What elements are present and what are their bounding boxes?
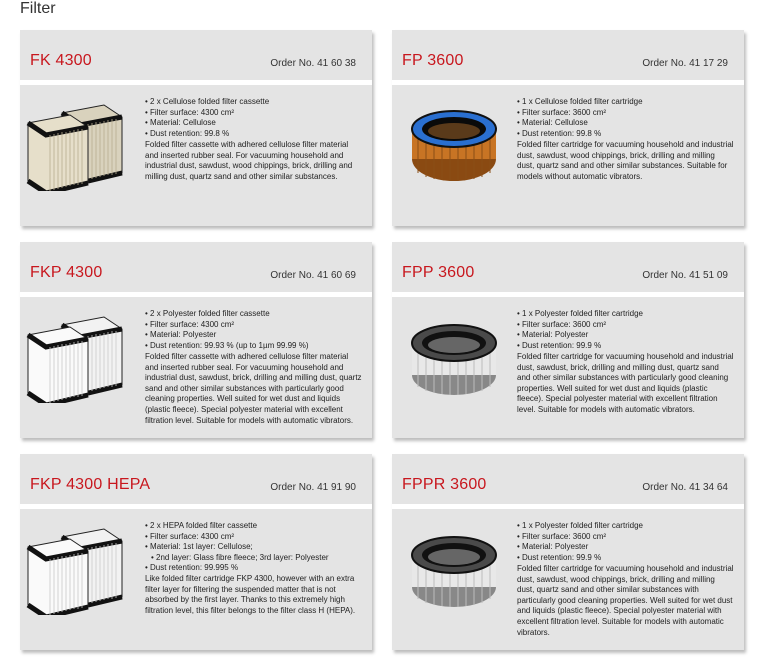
spec-item: • Dust retention: 99.995 % [145, 563, 362, 574]
order-number: Order No. 41 60 69 [270, 270, 356, 281]
product-description: Folded filter cartridge for vacuuming household and industrial dust, sawdust, wood chippings, brick, drilling and milling dust, quartz sand and other similar substances with particularly good cleaning properties. Well suited for wet dust and liquids (plastic fleece). Special polyester material with excellent filtration level. Suitable for models with automatic vibrators. [517, 564, 734, 637]
spec-item: • Material: Cellulose [145, 118, 362, 129]
product-description: Folded filter cassette with adhered cellulose filter material and inserted rubber seal. For vacuuming household and industrial dust, sawdust, wood chippings, brick, drilling and milling dust, quartz sand and other similar substances. [145, 140, 353, 181]
product-card-fppr-3600 [392, 454, 744, 650]
card-header [20, 454, 372, 504]
product-card-fp-3600 [392, 30, 744, 226]
product-name: FP 3600 [402, 52, 464, 69]
spec-item: • Filter surface: 3600 cm² [517, 532, 734, 543]
product-description: Folded filter cartridge for vacuuming household and industrial dust, sawdust, wood chippings, brick, drilling and milling dust, quartz sand and other similar substances. Suitable for models without automatic vibrators. [517, 140, 734, 181]
spec-item: • Filter surface: 3600 cm² [517, 108, 734, 119]
product-name: FKP 4300 [30, 264, 103, 281]
polyester-cartridge-icon [398, 525, 510, 615]
spec-item: • Material: Polyester [517, 542, 734, 553]
spec-item: • Filter surface: 4300 cm² [145, 532, 362, 543]
spec-item: • 2 x Polyester folded filter cassette [145, 309, 362, 320]
product-card-fkp-4300-hepa [20, 454, 372, 650]
product-name: FPPR 3600 [402, 476, 487, 493]
spec-list [517, 309, 734, 351]
product-name: FK 4300 [30, 52, 92, 69]
spec-item: • Dust retention: 99.9 % [517, 553, 734, 564]
cellulose-cartridge-icon [398, 101, 510, 191]
card-header [20, 242, 372, 292]
card-header [392, 30, 744, 80]
polyester-cartridge-icon [398, 313, 510, 403]
spec-item: • 2 x Cellulose folded filter cassette [145, 97, 362, 108]
spec-item: • Material: Polyester [145, 330, 362, 341]
spec-item: • Filter surface: 4300 cm² [145, 320, 362, 331]
spec-list [145, 309, 362, 351]
product-description: Folded filter cassette with adhered cellulose filter material and inserted rubber seal. For vacuuming household and industrial dust, sawdust, brick, drilling and milling dust, quartz sand and other similar substances with particularly good cleaning properties. Well suited for wet dust and liquids (plastic fleece). Special polyester material with excellent filtration level. Suitable for models with automatic vibrators. [145, 352, 362, 425]
card-header [20, 30, 372, 80]
spec-list [517, 521, 734, 563]
order-number: Order No. 41 51 09 [642, 270, 728, 281]
polyester-cassette-icon [26, 313, 138, 403]
spec-item: • Dust retention: 99.9 % [517, 341, 734, 352]
spec-item: • 2 x HEPA folded filter cassette [145, 521, 362, 532]
spec-list [145, 97, 362, 139]
spec-item: • Dust retention: 99.8 % [517, 129, 734, 140]
product-description: Folded filter cartridge for vacuuming household and industrial dust, sawdust, brick, drilling and milling dust, quartz sand and other similar substances with particularly good cleaning properties. Well suited for wet dust and liquids (plastic fleece). Special polyester material with excellent filtration level. Suitable for models with automatic vibrators. [517, 352, 734, 414]
spec-item: • 1 x Cellulose folded filter cartridge [517, 97, 734, 108]
spec-item: • 1 x Polyester folded filter cartridge [517, 521, 734, 532]
product-name: FKP 4300 HEPA [30, 476, 151, 493]
page-title: Filter [20, 0, 56, 17]
spec-item: • Dust retention: 99.93 % (up to 1µm 99.99 %) [145, 341, 362, 352]
spec-item: • 1 x Polyester folded filter cartridge [517, 309, 734, 320]
order-number: Order No. 41 91 90 [270, 482, 356, 493]
spec-item: • Filter surface: 3600 cm² [517, 320, 734, 331]
card-header [392, 454, 744, 504]
cellulose-cassette-icon [26, 101, 138, 191]
spec-item: • Material: Polyester [517, 330, 734, 341]
spec-item: • Dust retention: 99.8 % [145, 129, 362, 140]
hepa-cassette-icon [26, 525, 138, 615]
product-card-fpp-3600 [392, 242, 744, 438]
order-number: Order No. 41 34 64 [642, 482, 728, 493]
spec-item: • Material: Cellulose [517, 118, 734, 129]
product-name: FPP 3600 [402, 264, 475, 281]
spec-list [145, 521, 362, 574]
product-card-fkp-4300 [20, 242, 372, 438]
order-number: Order No. 41 60 38 [270, 58, 356, 69]
product-description: Like folded filter cartridge FKP 4300, however with an extra filter layer for filtering the suspended matter that is not absorbed by the first layer. Thanks to this extremely high filtration level, this filter belongs to the filter class H (HEPA). [145, 574, 356, 615]
spec-item: • Filter surface: 4300 cm² [145, 108, 362, 119]
card-header [392, 242, 744, 292]
spec-list [517, 97, 734, 139]
spec-item: • 2nd layer: Glass fibre fleece; 3rd layer: Polyester [145, 553, 362, 564]
spec-item: • Material: 1st layer: Cellulose; [145, 542, 362, 553]
product-card-fk-4300 [20, 30, 372, 226]
order-number: Order No. 41 17 29 [642, 58, 728, 69]
